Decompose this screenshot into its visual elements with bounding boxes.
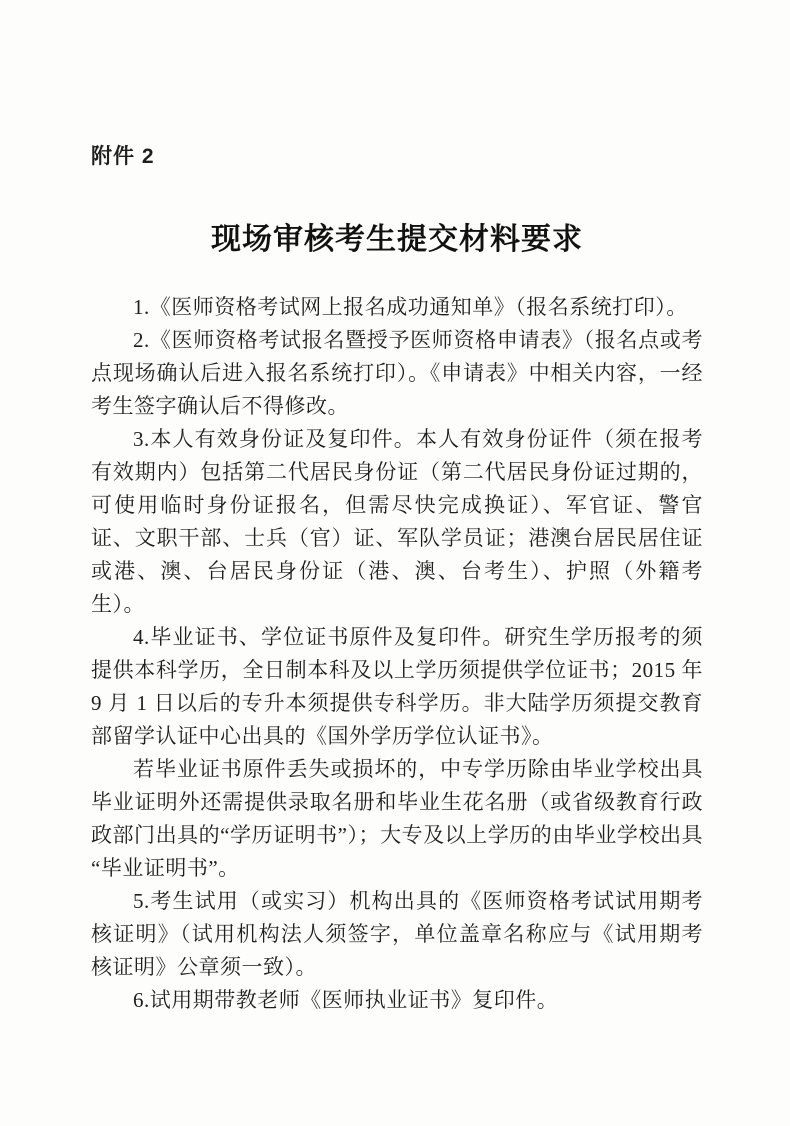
paragraph-7: 6.试用期带教老师《医师执业证书》复印件。: [133, 988, 559, 1012]
paragraph-4: 4.毕业证书、学位证书原件及复印件。研究生学历报考的须提供本科学历，全日制本科及以上学历须提供学位证书；2015 年 9 月 1 日以后的专升本须提供专科学历。非大陆学历须提交教育部留学认证中心出具的《国外学历学位认证书》。: [91, 625, 703, 748]
paragraph-6: 5.考生试用（或实习）机构出具的《医师资格考试试用期考核证明》（试用机构法人须签字，单位盖章名称应与《试用期考核证明》公章须一致）。: [91, 889, 703, 979]
document-title: 现场审核考生提交材料要求: [211, 223, 583, 256]
attachment-label: 附件 2: [91, 145, 155, 168]
paragraph-5: 若毕业证书原件丢失或损坏的，中专学历除由毕业学校出具毕业证明外还需提供录取名册和毕业生花名册（或省级教育行政政部门出具的“学历证明书”）；大专及以上学历的由毕业学校出具“毕业证明书”。: [91, 757, 703, 880]
paragraph-3: 3.本人有效身份证及复印件。本人有效身份证件（须在报考有效期内）包括第二代居民身份证（第二代居民身份证过期的，可使用临时身份证报名，但需尽快完成换证）、军官证、警官证、文职干部、士兵（官）证、军队学员证；港澳台居民居住证或港、澳、台居民身份证（港、澳、台考生）、护照（外籍考生）。: [91, 427, 703, 616]
document-body: [91, 291, 703, 1017]
paragraph-2: 2.《医师资格考试报名暨授予医师资格申请表》（报名点或考点现场确认后进入报名系统打印）。《申请表》中相关内容，一经考生签字确认后不得修改。: [91, 328, 703, 418]
document-content: [91, 144, 703, 1017]
paragraph-1: 1.《医师资格考试网上报名成功通知单》（报名系统打印）。: [133, 295, 688, 319]
